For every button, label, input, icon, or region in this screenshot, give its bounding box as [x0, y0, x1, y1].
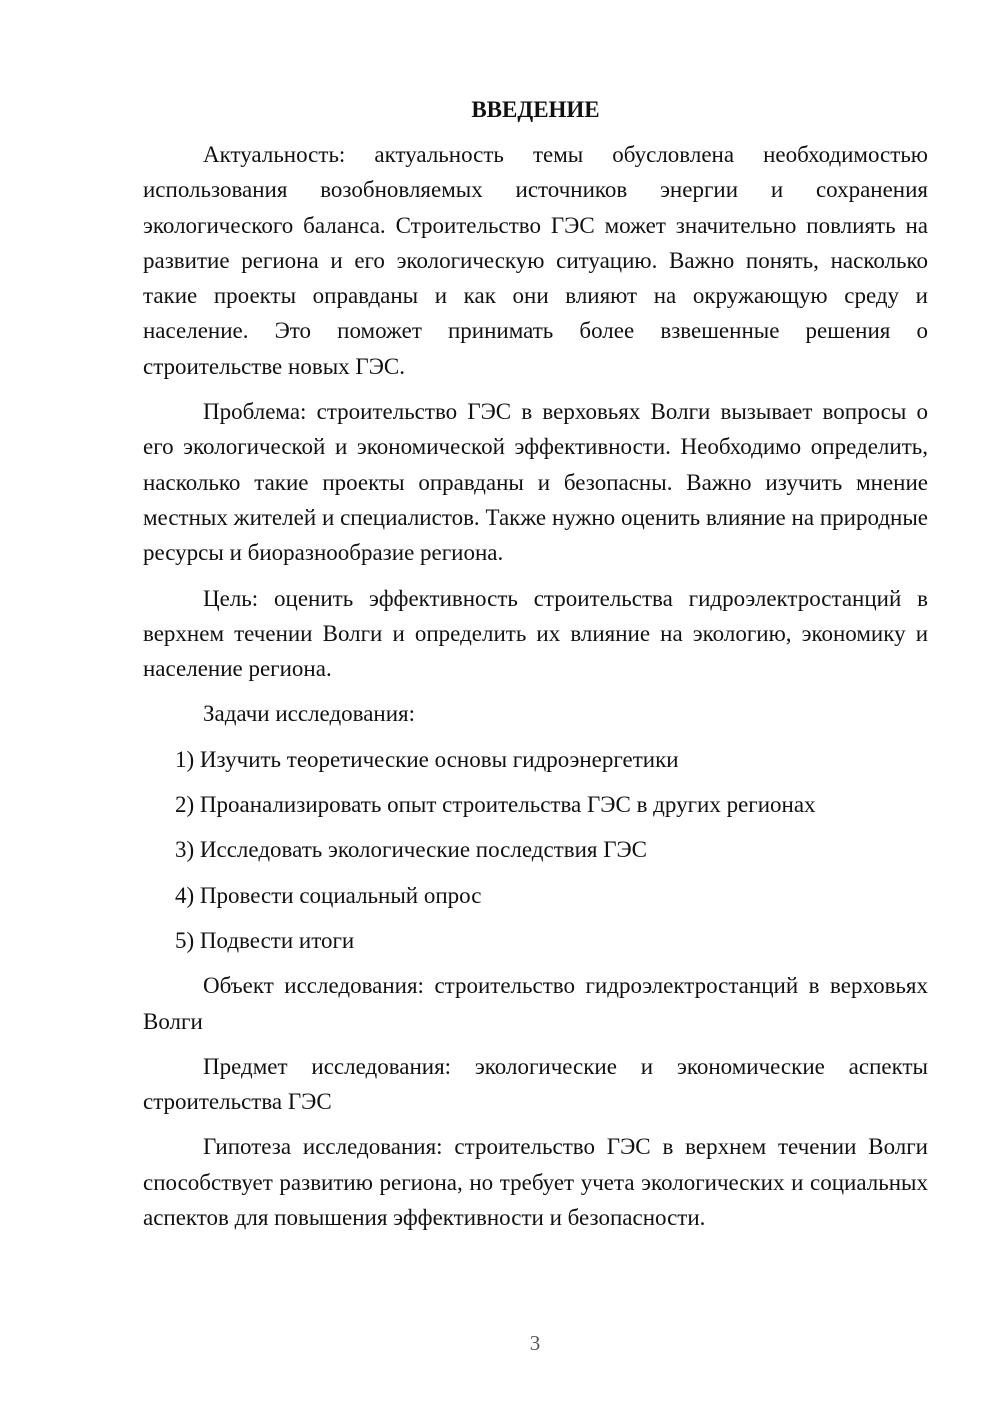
object-paragraph: Объект исследования: строительство гидроэлектростанций в верховьях Волги — [143, 973, 928, 1034]
relevance-paragraph: Актуальность: актуальность темы обусловлена необходимостью использования возобновляемых источников энергии и сохранения экологического баланса. Строительство ГЭС может значительно повлиять на развитие региона и его экологическую ситуацию. Важно понять, насколько такие проекты оправданы и как они влияют на окружающую среду и население. Это поможет принимать более взвешенные решения о строительстве новых ГЭС. — [143, 142, 928, 379]
task-item-1: 1) Изучить теоретические основы гидроэнергетики — [175, 746, 679, 772]
goal-paragraph: Цель: оценить эффективность строительства гидроэлектростанций в верхнем течении Волги и определить их влияние на экологию, экономику и население региона. — [143, 585, 928, 682]
page-number: 3 — [529, 1331, 541, 1355]
task-item-2: 2) Проанализировать опыт строительства ГЭС в других регионах — [175, 792, 816, 818]
task-item-3: 3) Исследовать экологические последствия ГЭС — [175, 837, 648, 863]
problem-paragraph: Проблема: строительство ГЭС в верховьях Волги вызывает вопросы о его экологической и экономической эффективности. Необходимо определить, насколько такие проекты оправданы и безопасны. Важно изучить мнение местных жителей и специалистов. Также нужно оценить влияние на природные ресурсы и биоразнообразие региона. — [143, 399, 928, 566]
tasks-list — [143, 742, 928, 958]
subject-paragraph: Предмет исследования: экологические и экономические аспекты строительства ГЭС — [143, 1053, 928, 1115]
task-item-4: 4) Провести социальный опрос — [175, 882, 482, 908]
page-heading: ВВЕДЕНИЕ — [471, 97, 600, 122]
task-item-5: 5) Подвести итоги — [175, 927, 355, 953]
page-content — [143, 92, 928, 1245]
hypothesis-paragraph: Гипотеза исследования: строительство ГЭС в верхнем течении Волги способствует развитию региона, но требует учета экологических и социальных аспектов для повышения эффективности и безопасности. — [143, 1134, 928, 1231]
tasks-title: Задачи исследования: — [203, 701, 416, 727]
